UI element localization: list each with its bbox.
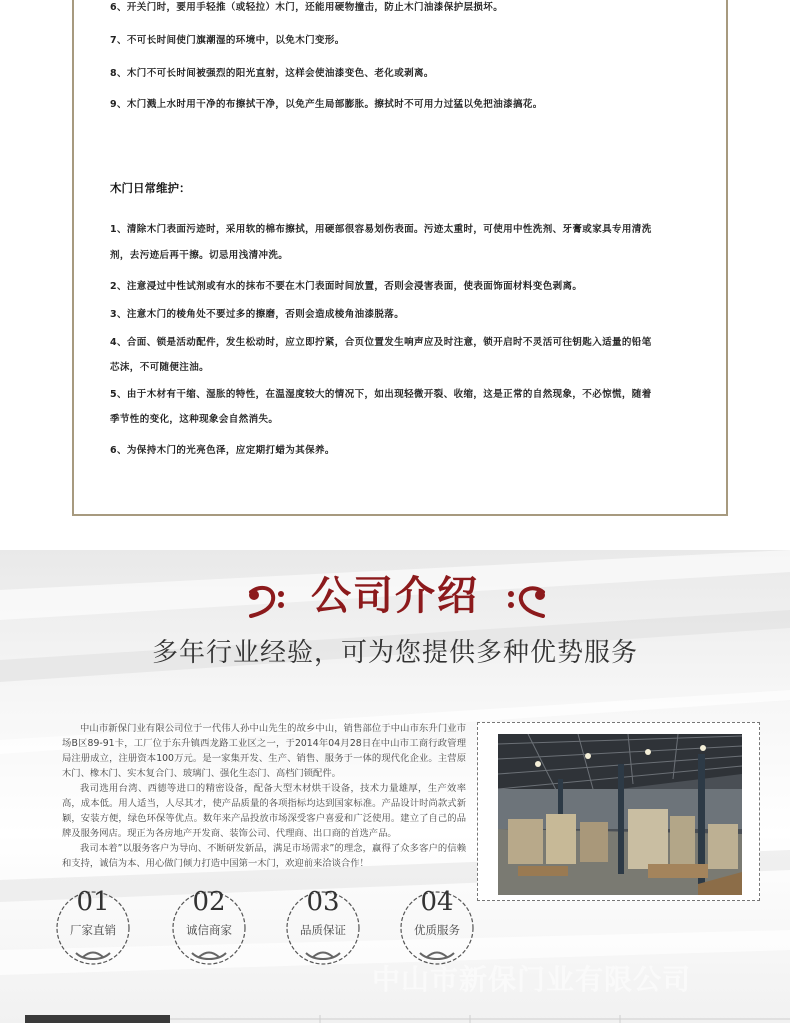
feature-badge — [50, 885, 136, 971]
care-note-6: 6、开关门时，要用手轻推（或轻拉）木门，还能用硬物撞击，防止木门油漆保护层损坏。 — [110, 2, 504, 13]
maintenance-line: 3、注意木门的棱角处不要过多的擦磨，否则会造成棱角油漆脱落。 — [110, 309, 405, 320]
company-watermark: 中山市新保门业有限公司 — [372, 963, 692, 996]
feature-badge — [166, 885, 252, 971]
feature-label: 厂家直销 — [70, 923, 116, 937]
care-note-9: 9、木门溅上水时用干净的布擦拭干净，以免产生局部膨胀。擦拭时不可用力过猛以免把油漆搞花。 — [110, 99, 543, 110]
care-note-8: 8、木门不可长时间被强烈的阳光直射，这样会使油漆变色、老化或剥离。 — [110, 68, 434, 79]
feature-label: 优质服务 — [414, 923, 460, 937]
maintenance-line: 季节性的变化，这种现象会自然消失。 — [110, 414, 279, 425]
feature-number: 03 — [306, 887, 340, 917]
intro-paragraph: 中山市新保门业有限公司位于一代伟人孙中山先生的故乡中山，销售部位于中山市东升门业市场B区89-91卡，工厂位于东升镇西龙路工业区之一，于2014年04月28日在中山市工商行政管理局注册成立，注册资本100万元。是一家集开发、生产、销售、服务于一体的现代化企业。主营原木门、橡木门、实木复合门、玻璃门、强化生态门、高档门锁配件。 — [62, 723, 466, 779]
maintenance-line: 芯沫，不可随便注油。 — [110, 362, 210, 373]
care-instructions-box — [72, 0, 728, 516]
intro-paragraph: 我司选用台湾、西德等进口的精密设备，配备大型木材烘干设备，技术力量雄厚，生产效率高，成本低。用人适当，人尽其才，使产品质量的各项指标均达到国家标准。产品设计时尚款式新颖，安装方便，绿色环保等优点。数年来产品投放市场深受客户喜爱和广泛使用。建立了自己的品牌及服务网店。现正为各房地产开发商、装饰公司、代理商、出口商的首选产品。 — [62, 783, 466, 839]
care-note-7: 7、不可长时间使门旗潮湿的环境中，以免木门变形。 — [110, 35, 345, 46]
maintenance-line: 4、合面、锁是活动配件，发生松动时，应立即拧紧，合页位置发生响声应及时注意，锁开启时不灵活可往钥匙入适量的铅笔 — [110, 337, 652, 348]
feature-number: 04 — [420, 887, 454, 917]
bottom-divider — [0, 1013, 790, 1023]
maintenance-line: 剂，去污迹后再干擦。切忌用浅清冲洗。 — [110, 250, 289, 261]
feature-number: 01 — [76, 887, 110, 917]
feature-badge — [280, 885, 366, 971]
maintenance-line: 6、为保持木门的光亮色泽，应定期打蜡为其保养。 — [110, 445, 335, 456]
section-title: 公司介绍 — [311, 573, 479, 619]
feature-number: 02 — [192, 887, 226, 917]
section-subtitle: 多年行业经验，可为您提供多种优势服务 — [151, 638, 638, 668]
section-title-wrap — [0, 564, 790, 624]
feature-label: 品质保证 — [300, 923, 346, 937]
company-intro-section — [0, 550, 790, 1023]
maintenance-heading: 木门日常维护： — [110, 181, 191, 195]
maintenance-line: 2、注意浸过中性试剂或有水的抹布不要在木门表面时间放置，否则会浸害表面，使表面饰面材料变色剥离。 — [110, 281, 583, 292]
factory-photo — [498, 734, 742, 895]
maintenance-line: 5、由于木材有干缩、湿胀的特性，在温湿度较大的情况下，如出现轻微开裂、收缩，这是正常的自然现象，不必惊慌，随着 — [110, 389, 652, 400]
company-intro-text — [62, 721, 466, 871]
swirl-ornament-icon — [505, 584, 549, 618]
feature-label: 诚信商家 — [186, 923, 232, 937]
maintenance-line: 1、清除木门表面污迹时，采用软的棉布擦拭，用硬部很容易划伤表面。污迹太重时，可使用中性洗剂、牙膏或家具专用清洗 — [110, 224, 652, 235]
factory-photo-frame — [477, 722, 760, 901]
intro-paragraph: 我司本着”以服务客户为导向、不断研发新品，满足市场需求”的理念，赢得了众多客户的信赖和支持，诚信为本、用心做门倾力打造中国第一木门，欢迎前来洽谈合作！ — [62, 843, 466, 869]
